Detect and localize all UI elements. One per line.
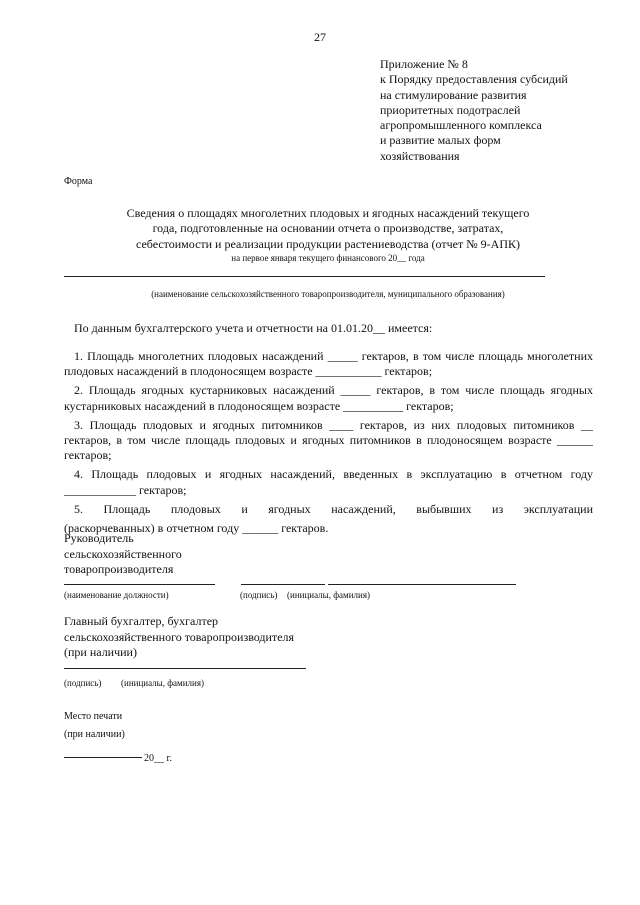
- position-caption: (наименование должности): [64, 590, 169, 600]
- head-signature-block: [64, 531, 182, 578]
- producer-name-caption: (наименование сельскохозяйственного товаропроизводителя, муниципального образования): [151, 289, 505, 299]
- title-line: Сведения о площадях многолетних плодовых и ягодных насаждений текущего: [126, 206, 530, 220]
- list-item: 5. Площадь плодовых и ягодных насаждений, выбывших из эксплуатации: [74, 501, 593, 516]
- intro-text: По данным бухгалтерского учета и отчетности на 01.01.20__ имеется:: [74, 321, 433, 335]
- list-item: 3. Площадь плодовых и ягодных питомников ____ гектаров, из них плодовых питомников __ гектаров, в том числе площадь плодовых и ягодных питомников в плодоносящем возрасте ______ гектаров;: [64, 417, 593, 463]
- name-caption: (инициалы, фамилия): [121, 678, 204, 688]
- appendix-line: агропромышленного комплекса: [380, 118, 542, 133]
- signature-caption: (подпись): [240, 590, 278, 600]
- signatory-line: Главный бухгалтер, бухгалтер: [64, 614, 219, 628]
- list-item: 1. Площадь многолетних плодовых насаждений _____ гектаров, в том числе площадь многолетних плодовых насаждений в плодоносящем возрасте ___________ гектаров;: [64, 349, 593, 379]
- signatory-line: Руководитель: [64, 531, 134, 545]
- date-line[interactable]: [64, 757, 142, 758]
- name-caption: (инициалы, фамилия): [287, 590, 370, 600]
- signatory-line: сельскохозяйственного: [64, 546, 182, 561]
- appendix-line: на стимулирование развития: [380, 87, 527, 102]
- appendix-line: Приложение № 8: [380, 57, 468, 71]
- stamp-place: [64, 708, 125, 744]
- accountant-signature-line[interactable]: [64, 668, 306, 669]
- signatory-line: сельскохозяйственного товаропроизводителя: [64, 629, 295, 644]
- signature-line[interactable]: [241, 584, 325, 585]
- form-label: Форма: [64, 176, 93, 187]
- stamp-note: (при наличии): [64, 729, 125, 740]
- name-line[interactable]: [328, 584, 516, 585]
- position-line[interactable]: [64, 584, 215, 585]
- appendix-line: приоритетных подотраслей: [380, 102, 521, 117]
- appendix-line: к Порядку предоставления субсидий: [380, 72, 568, 87]
- accountant-signature-block: [64, 614, 294, 661]
- items-list: [64, 349, 593, 540]
- signatory-line: (при наличии): [64, 645, 137, 659]
- date-year: 20__ г.: [144, 753, 172, 764]
- signature-caption: (подпись): [64, 678, 102, 688]
- page-number: 27: [314, 30, 326, 44]
- appendix-line: хозяйствования: [380, 148, 460, 163]
- stamp-label: Место печати: [64, 711, 123, 722]
- appendix-line: и развитие малых форм: [380, 133, 501, 148]
- title-line: года, подготовленные на основании отчета о производстве, затратах,: [152, 221, 504, 236]
- title-line: себестоимости и реализации продукции растениеводства (отчет № 9-АПК): [135, 236, 521, 251]
- list-item-continuation: (раскорчеванных) в отчетном году ______ гектаров.: [64, 521, 329, 536]
- list-item: 4. Площадь плодовых и ягодных насаждений, введенных в эксплуатацию в отчетном году ____________ гектаров;: [64, 467, 593, 497]
- signatory-line: товаропроизводителя: [64, 562, 174, 576]
- appendix-header: [380, 57, 568, 164]
- producer-name-line[interactable]: [64, 276, 545, 277]
- document-title: [64, 206, 592, 252]
- document-subtitle: на первое января текущего финансового 20__ года: [231, 253, 425, 263]
- list-item: 2. Площадь ягодных кустарниковых насаждений _____ гектаров, в том числе площадь ягодных кустарниковых насаждений в плодоносящем возрасте __________ гектаров;: [64, 383, 593, 413]
